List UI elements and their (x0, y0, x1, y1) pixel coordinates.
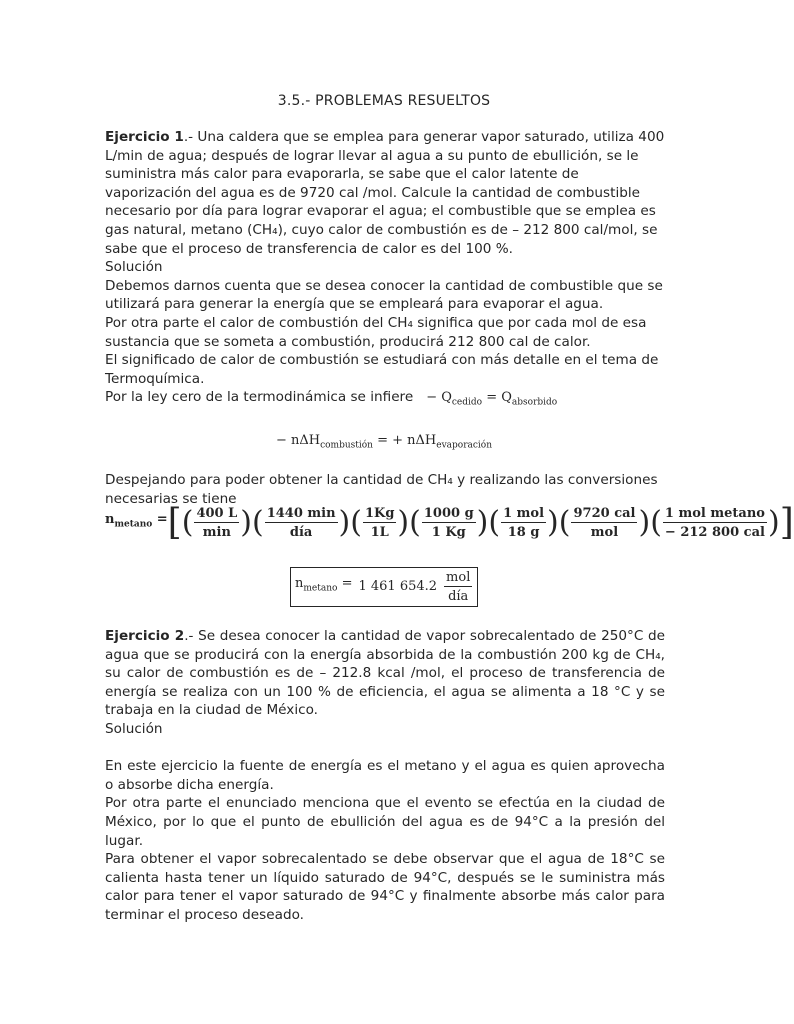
exercise-2-paragraph: Por otra parte el enunciado menciona que el evento se efectúa en la ciudad de México, por lo que el punto de ebullición del agua es de 94°C a la presión del lugar. (105, 795, 665, 849)
result-box (290, 567, 478, 607)
conversion-factors (182, 506, 780, 540)
paren-close: ) (476, 505, 489, 540)
paren-close: ) (240, 505, 252, 540)
exercise-2-solution-label: Solución (105, 720, 163, 737)
exercise-1-paragraph: El significado de calor de combustión se estudiará con más detalle en el tema de Termoquímica. (105, 352, 659, 387)
exercise-1-statement: Ejercicio 1.- Una caldera que se emplea para generar vapor saturado, utiliza 400 L/min de agua; después de lograr llevar al agua a su punto de ebullición, se le suministra más calor para evaporarla, se sabe que el calor latente de vaporización del agua es de 9720 cal /mol. Calcule la cantidad de combustible necesario por día para lograr evaporar el agua; el combustible que se emplea es gas natural, metano (CH₄), cuyo calor de combustión es de – 212 800 cal/mol, se sabe que el proceso de transferencia de calor es del 100 %. (105, 129, 665, 257)
fraction-numerator: 1Kg (364, 506, 395, 521)
conversion-fraction (363, 506, 396, 540)
exercise-2-paragraph: En este ejercicio la fuente de energía es el metano y el agua es quien aprovecha o absorbe dicha energía. (105, 758, 665, 793)
exercise-2-heading: Ejercicio 2 (105, 628, 185, 644)
conversion-equation (105, 502, 794, 543)
exercise-1-paragraph: Despejando para poder obtener la cantidad de CH₄ y realizando las conversiones necesarias se tiene (105, 472, 658, 507)
fraction-denominator: 18 g (507, 525, 540, 540)
exercise-1-paragraph: Por otra parte el calor de combustión del CH₄ significa que por cada mol de esa sustancia que se someta a combustión, producirá 212 800 cal de calor. (105, 314, 647, 350)
result-value: 1 461 654.2 (358, 578, 438, 594)
paren-open: ( (181, 505, 194, 540)
result-unit: $\frac{\text{mol}}{\text{día}}$ (446, 570, 471, 604)
fraction-numerator: 1440 min (266, 506, 336, 521)
paren-close: ) (547, 505, 559, 540)
exercise-1-solution-label: Solución (105, 259, 163, 276)
exercise-1-paragraph: Debemos darnos cuenta que se desea conocer la cantidad de combustible que se utilizará para generar la energía que se empleará para evaporar el agua. (105, 277, 663, 313)
conversion-fraction (194, 506, 239, 540)
paren-open: ( (409, 505, 421, 540)
conversion-fraction (501, 506, 546, 540)
exercise-1-paragraph: Por la ley cero de la termodinámica se infiere − $Q_{cedido} = Q_{absorbido}$ (105, 389, 558, 408)
fraction-denominator: 1 Kg (431, 525, 466, 540)
bracket-open: [ (167, 502, 182, 543)
exercise-1-continued (105, 471, 665, 508)
fraction-numerator: 1 mol metano (664, 506, 765, 521)
result-lhs: $n_{metano}$ = (295, 576, 353, 594)
fraction-denominator: mol (590, 525, 619, 540)
exercise-2-statement: Ejercicio 2.- Se desea conocer la cantidad de vapor sobrecalentado de 250°C de agua que se producirá con la energía absorbida de la combustión 200 kg de CH₄, su calor de combustión es de – 212.8 kcal /mol, el proceso de transferencia de energía se realiza con un 100 % de eficiencia, el agua se alimenta a 18 °C y se trabaja en la ciudad de México. (105, 628, 665, 719)
page-title: 3.5.- PROBLEMAS RESUELTOS (277, 93, 491, 109)
fraction-numerator: 400 L (196, 506, 238, 521)
fraction-denominator: min (202, 525, 231, 540)
paren-close: ) (338, 505, 351, 540)
fraction-denominator: 1L (370, 525, 389, 540)
fraction-numerator: 1 mol (503, 506, 545, 521)
fraction-denominator: día (289, 525, 313, 540)
paren-open: ( (251, 505, 264, 540)
paren-open: ( (558, 505, 571, 540)
paren-open: ( (488, 505, 501, 540)
paren-open: ( (650, 505, 662, 540)
enthalpy-equation: − nΔH$_{combustión}$ = + nΔH$_{evaporación}$ (275, 433, 493, 451)
heat-balance-equation: − $Q_{cedido} = Q_{absorbido}$ (426, 390, 558, 408)
paren-close: ) (767, 505, 780, 540)
exercise-2-paragraph: Para obtener el vapor sobrecalentado se debe observar que el agua de 18°C se calienta hasta tener un líquido saturado de 94°C, después se le suministra más calor para tener el vapor saturado de 94°C y finalmente absorbe más calor para terminar el proceso deseado. (105, 851, 665, 923)
exercise-2-section (105, 627, 665, 925)
conversion-fraction (663, 506, 767, 540)
fraction-numerator: 9720 cal (573, 506, 636, 521)
exercise-1-heading: Ejercicio 1 (105, 129, 184, 145)
paren-close: ) (397, 505, 410, 540)
conversion-lhs: $n_{metano}$ = (105, 512, 168, 530)
spacer (105, 739, 665, 758)
bracket-close: ] (779, 502, 794, 543)
fraction-numerator: 1000 g (423, 506, 474, 521)
fraction-denominator: − 212 800 cal (664, 525, 765, 540)
conversion-fraction (265, 506, 338, 540)
conversion-fraction (571, 506, 637, 540)
exercise-1-section (105, 128, 665, 413)
conversion-fraction (422, 506, 476, 540)
paren-open: ( (350, 505, 362, 540)
paren-close: ) (638, 505, 651, 540)
